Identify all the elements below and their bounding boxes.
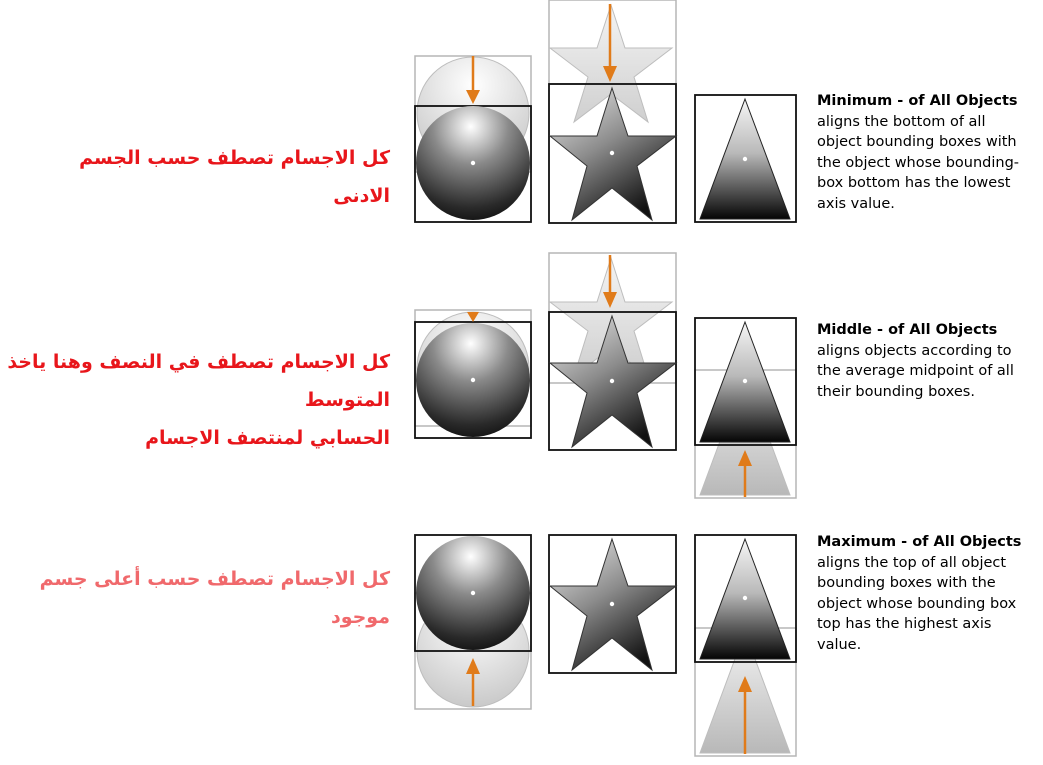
center-point: [610, 602, 614, 606]
circle-group-maximum: [415, 535, 531, 709]
center-point: [743, 379, 747, 383]
description-minimum: [817, 91, 1032, 214]
center-point: [471, 161, 475, 165]
circle-group-middle: [415, 310, 531, 438]
center-point: [471, 591, 475, 595]
arabic-note-middle: [0, 343, 390, 457]
star-group-maximum: [549, 535, 676, 673]
description-body: aligns objects according to the average midpoint of all their bounding boxes.: [817, 342, 1014, 400]
row-maximum-shapes: [415, 535, 796, 756]
description-body: aligns the top of all object bounding boxes with the object whose bounding box top has the highest axis value.: [817, 554, 1017, 653]
arabic-note-line: كل الاجسام تصطف حسب الجسم الادنى: [79, 147, 390, 207]
arabic-note-minimum: [20, 139, 390, 215]
center-point: [610, 151, 614, 155]
circle-group-minimum: [415, 56, 531, 222]
triangle-group-maximum: [695, 535, 796, 756]
description-title: Middle - of All Objects: [817, 322, 998, 338]
description-middle: [817, 320, 1032, 402]
row-middle-shapes: [415, 253, 796, 498]
center-point: [610, 379, 614, 383]
arabic-note-maximum: [20, 560, 390, 636]
description-body: aligns the bottom of all object bounding boxes with the object whose bounding-box bottom has the lowest axis value.: [817, 113, 1020, 212]
description-maximum: [817, 532, 1032, 655]
star-group-minimum: [549, 0, 676, 223]
arabic-note-line: الحسابي لمنتصف الاجسام: [145, 427, 390, 449]
center-point: [471, 378, 475, 382]
arabic-note-line: كل الاجسام تصطف في النصف وهنا ياخذ المتوسط: [7, 351, 390, 411]
description-title: Minimum - of All Objects: [817, 93, 1018, 109]
center-point: [743, 157, 747, 161]
center-point: [743, 596, 747, 600]
triangle-group-minimum: [695, 95, 796, 222]
row-minimum-shapes: [415, 0, 796, 223]
arabic-note-line: كل الاجسام تصطف حسب أعلى جسم موجود: [39, 568, 390, 628]
star-group-middle: [549, 253, 676, 450]
description-title: Maximum - of All Objects: [817, 534, 1022, 550]
triangle-group-middle: [695, 318, 796, 498]
